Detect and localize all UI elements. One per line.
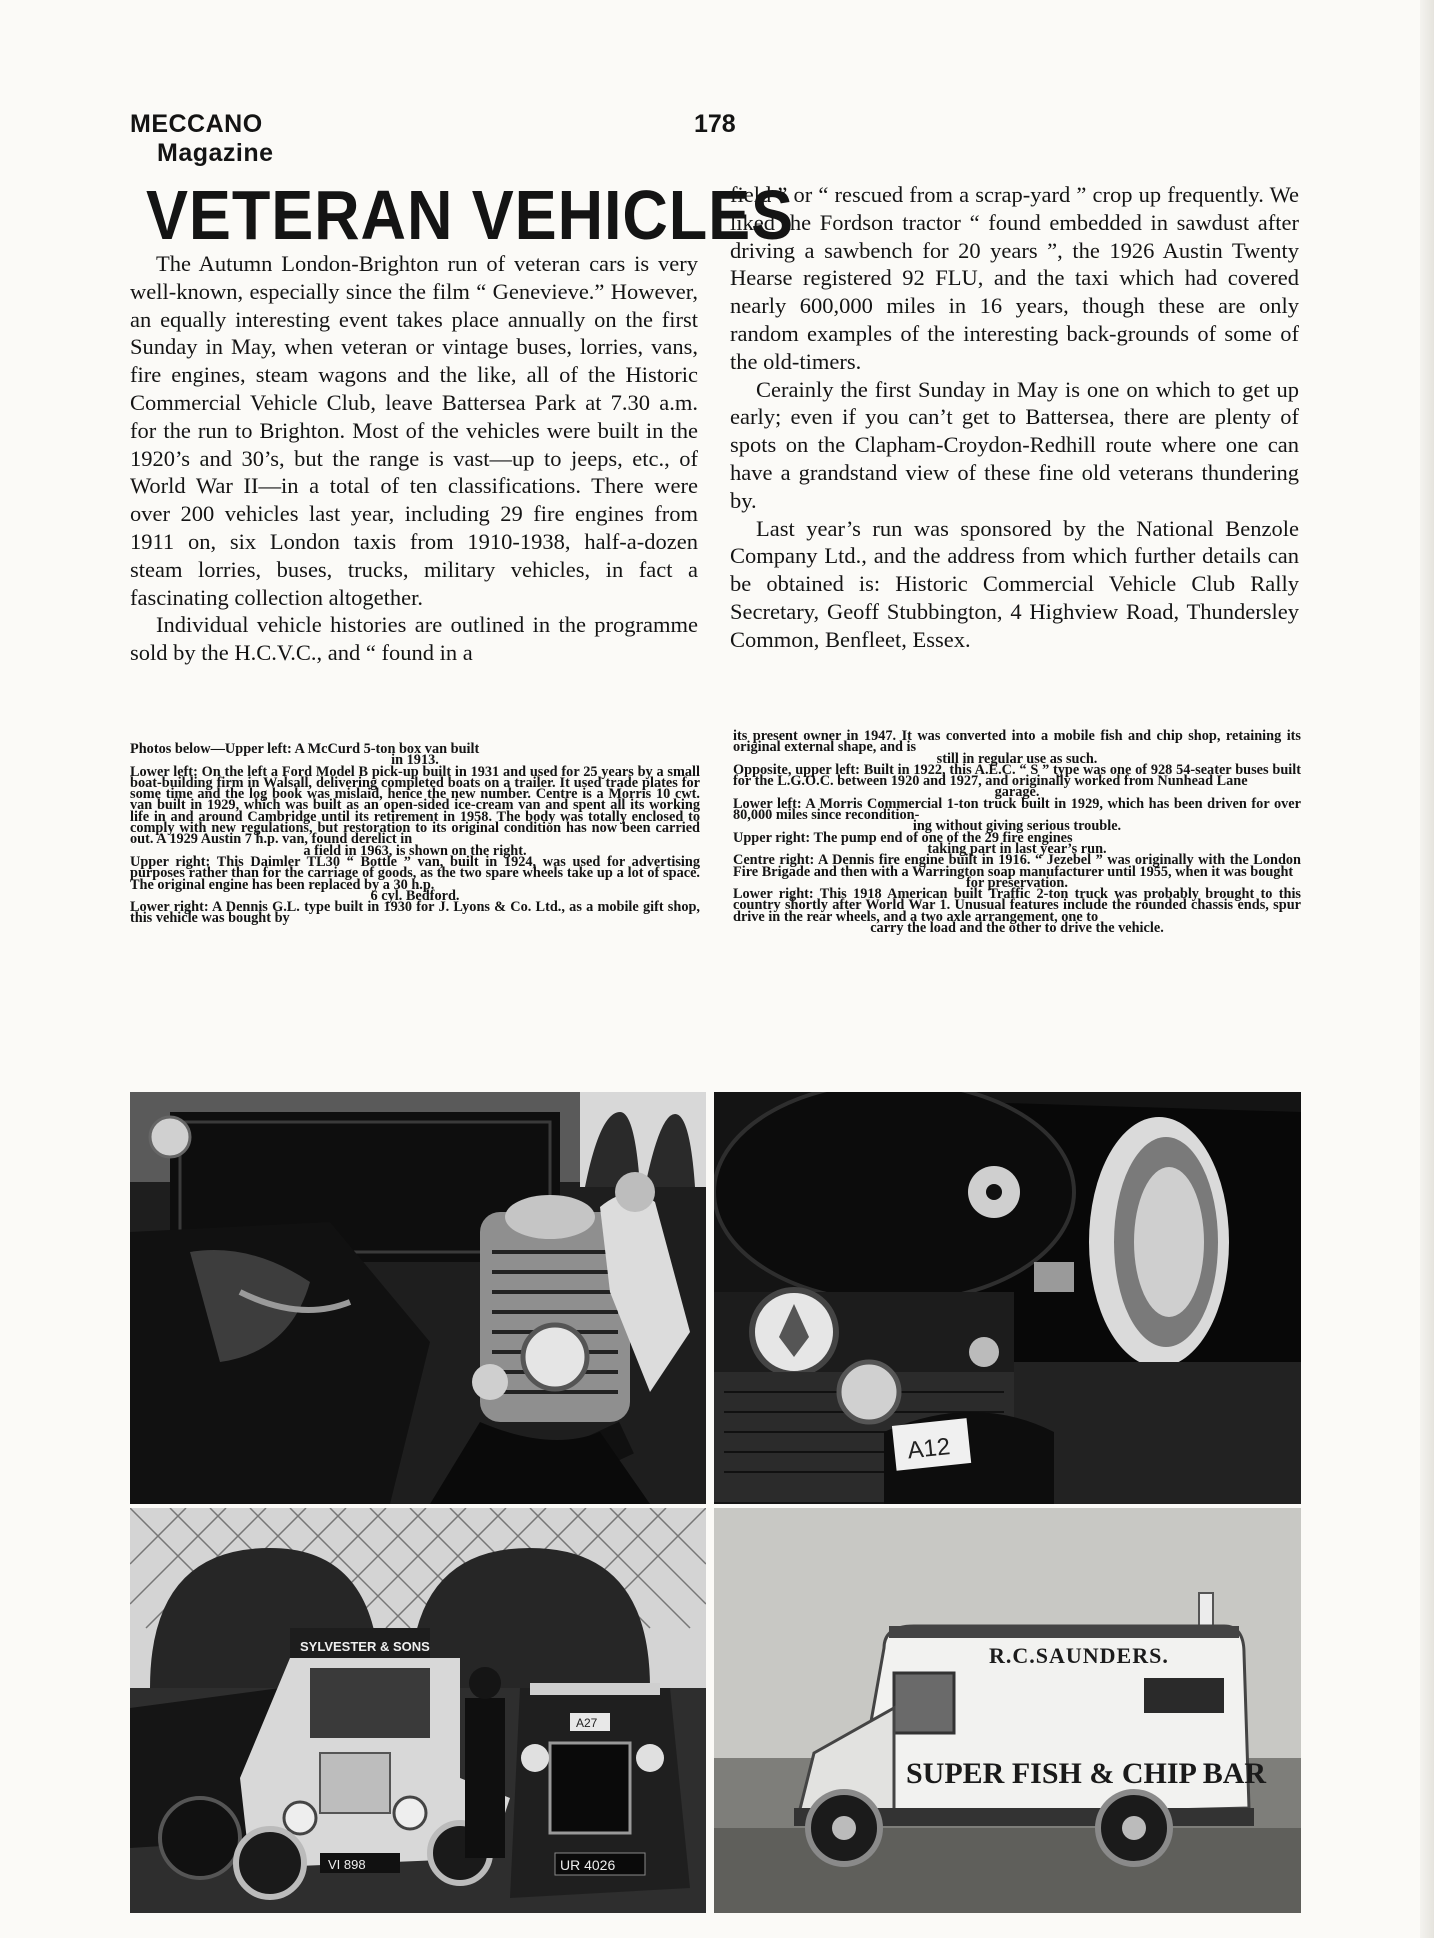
page-number: 178	[694, 110, 736, 138]
plate-label: VI 898	[328, 1857, 366, 1872]
caption: Lower right: This 1918 American built Traffic 2-ton truck was probably brought to this country shortly after World War 1. Unusual features include the rounded chassis ends, spur drive in the rear wheels, and a two axle arrangement, one to	[733, 886, 1301, 925]
caption: its present owner in 1947. It was converted into a mobile fish and chip shop, retaining its original external shape, and is	[733, 728, 1301, 756]
caption: for preservation.	[966, 874, 1068, 891]
photo-fish-chip-van	[714, 1508, 1301, 1913]
paragraph: Individual vehicle histories are outlined in the programme sold by the H.C.V.C., and “ found in a	[130, 612, 698, 666]
paragraph: The Autumn London-Brighton run of veteran cars is very well-known, especially since the film “ Genevieve.” However, an equally interesting event takes place annually on the first Sunday in May, when veteran or vintage buses, lorries, vans, fire engines, steam wagons and the like, all of the Historic Commercial Vehicle Club, leave Battersea Park at 7.30 a.m. for the run to Brighton. Most of the vehicles were built in the 1920’s and 30’s, but the range is vast—up to jeeps, etc., of World War II—in a total of ten classifications. There were over 200 vehicles last year, including 29 fire engines from 1911 on, six London taxis from 1910-1938, half-a-dozen steam lorries, buses, trucks, military vehicles, in fact a fascinating collection altogether.	[130, 251, 698, 610]
article-column-2	[730, 181, 1299, 654]
photo-daimler-bottle-van	[714, 1092, 1301, 1504]
caption: ing without giving serious trouble.	[912, 818, 1122, 835]
masthead-line2: Magazine	[157, 139, 274, 167]
shop-sign: SYLVESTER & SONS	[300, 1639, 430, 1654]
vehicle-number: A27	[576, 1716, 598, 1730]
caption: still in regular use as such.	[936, 750, 1098, 767]
caption: 6 cyl. Bedford.	[370, 887, 460, 904]
caption: Lower left: A Morris Commercial 1-ton truck built in 1929, which has been driven for over 80,000 miles since recondition-	[733, 795, 1301, 824]
photo-captions-right	[733, 728, 1301, 937]
caption: garage.	[994, 784, 1040, 801]
paragraph: Last year’s run was sponsored by the National Benzole Company Ltd., and the address from which further details can be obtained is: Historic Commercial Vehicle Club Rally Secretary, Geoff Stubbington, 4 Highview Road, Thundersley Common, Benfleet, Essex.	[730, 515, 1299, 652]
masthead-line1: MECCANO	[130, 110, 263, 138]
caption: Upper right: This Daimler TL30 “ Bottle ” van, built in 1924, was used for advertising purposes rather than for the carriage of goods, as the two spare wheels take up a lot of space. The original engine has been replaced by a 30 h.p.	[130, 853, 700, 893]
plate-label: A12	[906, 1433, 952, 1465]
photo-captions-left	[130, 741, 700, 927]
paragraph: field ” or “ rescued from a scrap-yard ” crop up frequently. We liked the Fordson tractor “ found embedded in sawdust after driving a sawbench for 20 years ”, the 1926 Austin Twenty Hearse registered 92 FLU, and the taxi which had covered nearly 600,000 miles in 16 years, though these are only random examples of the interesting back-grounds of some of the old-timers.	[730, 182, 1299, 374]
van-sign: R.C.SAUNDERS.	[989, 1643, 1169, 1668]
photo-mccurd-box-van	[130, 1092, 706, 1504]
caption: Lower left: On the left a Ford Model B pick-up built in 1931 and used for 25 years by a small boat-building firm in Walsall, delivering completed boats on a trailer. It used trade plates for some time and the log book was mislaid, hence the new number. Centre is a Morris 10 cwt. van built in 1929, which was built as an open-sided ice-cream van and spent all its working life in and around Cambridge until its retirement in 1958. The body was totally enclosed to comply with new regulations, but restoration to its original condition has now been carried out. A 1929 Austin 7 h.p. van, found derelict in	[130, 763, 700, 848]
article-column-1	[130, 250, 698, 667]
plate-label: UR 4026	[560, 1857, 616, 1873]
caption: Opposite, upper left: Built in 1922, this A.E.C. “ S ” type was one of 928 54-seater buses built for the L.G.O.C. between 1920 and 1927, and originally worked from Nunhead Lane	[733, 761, 1301, 790]
caption: Upper right: The pump end of one of the 29 fire engines	[733, 829, 1073, 846]
page-edge-shadow	[1420, 0, 1434, 1938]
paragraph: Cerainly the first Sunday in May is one on which to get up early; even if you can’t get to Battersea, there are plenty of spots on the Clapham-Croydon-Redhill route where one can have a grandstand view of these fine old veterans thundering by.	[730, 376, 1299, 513]
caption: taking part in last year’s run.	[927, 840, 1107, 857]
caption: Centre right: A Dennis fire engine built in 1916. “ Jezebel ” was originally with the London Fire Brigade and then with a Warrington soap manufacturer until 1955, when it was bought	[733, 852, 1301, 880]
caption: Lower right: A Dennis G.L. type built in 1930 for J. Lyons & Co. Ltd., as a mobile gift shop, this vehicle was bought by	[130, 899, 700, 927]
van-side-lettering: SUPER FISH & CHIP BAR	[906, 1757, 1267, 1790]
caption: a field in 1963, is shown on the right.	[303, 842, 527, 859]
headline: VETERAN VEHICLES	[146, 176, 794, 254]
masthead	[130, 110, 274, 168]
caption: Photos below—Upper left: A McCurd 5-ton box van built	[130, 741, 480, 757]
caption: in 1913.	[391, 752, 439, 769]
caption: carry the load and the other to drive the vehicle.	[870, 920, 1164, 937]
photo-three-vans	[130, 1508, 706, 1913]
